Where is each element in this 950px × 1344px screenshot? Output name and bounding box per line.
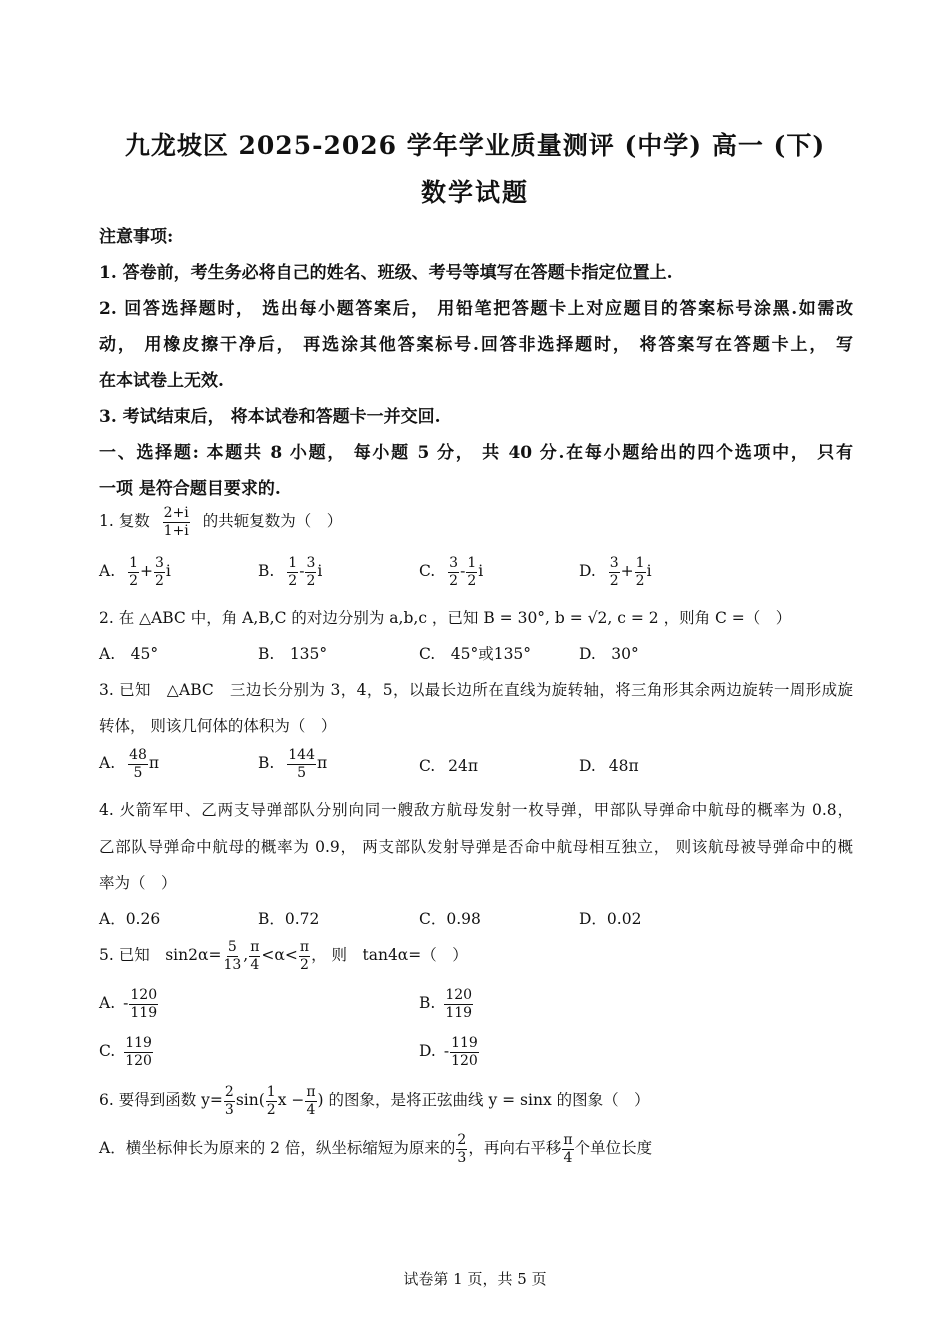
- exam-subject: 数学试题: [420, 178, 529, 207]
- q1-fraction: [163, 506, 190, 538]
- q4-option-b: B．0.72: [258, 910, 320, 928]
- q2-option-b: B. 135°: [258, 645, 328, 663]
- q1-frac-num: 2+i: [163, 505, 189, 521]
- page-footer: 试卷第 1 页，共 5 页: [403, 1270, 547, 1288]
- q5-option-b: [419, 988, 474, 1020]
- q4-option-a: A．0.26: [99, 910, 161, 928]
- section-heading-line-2: 一项 是符合题目要求的.: [99, 479, 281, 499]
- q3-option-c: [419, 757, 478, 775]
- q4-option-c: C．0.98: [419, 910, 481, 928]
- option-label: D.: [419, 1042, 436, 1061]
- notice-item-3: 3. 考试结束后， 将本试卷和答题卡一并交回.: [99, 407, 441, 427]
- q5-frac-2: $\frac{\pi}{4}$: [250, 939, 260, 973]
- question-4-line-2: 乙部队导弹命中航母的概率为 0.9， 两支部队发射导弹是否命中航母相互独立， 则该航母被导弹命中的概: [99, 838, 853, 856]
- q2-option-d: D. 30°: [579, 645, 639, 663]
- q1-option-c: C. $\frac{3}{2}$ - $\frac{1}{2}$ i: [419, 555, 484, 589]
- notice-item-2-line-1: 2. 回答选择题时， 选出每小题答案后， 用铅笔把答题卡上对应题目的答案标号涂黑.如需改: [99, 299, 853, 319]
- question-2: 2. 在 △ABC 中，角 A,B,C 的对边分别为 a,b,c ，已知 B = 30°, b = √2, c = 2 ，则角 C =（ ）: [99, 609, 792, 627]
- q3-option-d: [579, 757, 639, 775]
- option-label: A.: [99, 994, 116, 1013]
- option-label: A.: [99, 562, 116, 581]
- notice-item-1: 1. 答卷前，考生务必将自己的姓名、班级、考号等填写在答题卡指定位置上.: [99, 263, 673, 283]
- option-text: 48π: [608, 757, 639, 775]
- q5-frac-1: $\frac{5}{13}$: [223, 939, 242, 973]
- section-heading-line-1: 一、选择题: 本题共 8 小题， 每小题 5 分， 共 40 分.在每小题给出的四个选项中， 只有: [99, 443, 853, 463]
- q3-option-b: B. $\frac{144}{5}$ π: [258, 747, 328, 781]
- option-frac-1: $\frac{3}{2}$: [449, 555, 459, 589]
- option-frac-2: $\frac{3}{2}$: [306, 555, 316, 589]
- q6-option-a-frac-1: $\frac{2}{3}$: [457, 1132, 467, 1166]
- option-frac-2: $\frac{1}{2}$: [467, 555, 477, 589]
- option-label: D.: [579, 757, 596, 775]
- q5-option-d: D. - $\frac{119}{120}$: [419, 1035, 478, 1069]
- q4-option-d: D．0.02: [579, 910, 642, 928]
- q5-suffix: ， 则 tan4α=（ ）: [311, 946, 468, 965]
- q2-option-a: A. 45°: [99, 645, 159, 663]
- option-frac: $\frac{120}{119}$: [445, 987, 473, 1021]
- question-4-line-3: 率为（ ）: [99, 874, 177, 892]
- option-frac-2: $\frac{1}{2}$: [635, 555, 645, 589]
- q6-prefix: 6. 要得到函数 y=: [99, 1091, 223, 1110]
- question-3-line-2: 转体， 则该几何体的体积为（ ）: [99, 717, 337, 735]
- option-label: C.: [99, 1042, 116, 1061]
- option-label: D.: [579, 562, 596, 581]
- q1-suffix: 的共轭复数为（ ）: [202, 512, 343, 531]
- exam-title: 九龙坡区 2025-2026 学年学业质量测评 (中学) 高一 (下): [124, 131, 826, 160]
- option-frac: $\frac{119}{120}$: [451, 1035, 478, 1069]
- option-label: B.: [258, 562, 275, 581]
- option-frac-1: $\frac{3}{2}$: [609, 555, 619, 589]
- q5-option-a: A. - $\frac{120}{119}$: [99, 987, 158, 1021]
- q6-option-a-prefix: A．横坐标伸长为原来的 2 倍，纵坐标缩短为原来的: [99, 1139, 456, 1158]
- option-frac-2: $\frac{3}{2}$: [154, 555, 164, 589]
- q3-option-a: A. $\frac{48}{5}$ π: [99, 747, 160, 781]
- notice-item-2-line-2: 动， 用橡皮擦干净后， 再选涂其他答案标号.回答非选择题时， 将答案写在答题卡上， 写: [99, 335, 853, 355]
- q1-option-d: D. $\frac{3}{2}$ + $\frac{1}{2}$ i: [579, 555, 652, 589]
- q1-prefix: 1. 复数: [99, 512, 150, 531]
- option-frac: $\frac{119}{120}$: [125, 1035, 152, 1069]
- notice-item-2-line-3: 在本试卷上无效.: [99, 371, 224, 391]
- question-5: 5. 已知 sin2α= $\frac{5}{13}$ , $\frac{\pi}{4}$ <α< $\frac{\pi}{2}$ ， 则 tan4α=（ ）: [99, 939, 468, 973]
- q6-option-a-frac-2: $\frac{\pi}{4}$: [563, 1132, 573, 1166]
- option-frac: $\frac{144}{5}$: [288, 747, 315, 781]
- q6-option-a: A．横坐标伸长为原来的 2 倍，纵坐标缩短为原来的 $\frac{2}{3}$ ，再向右平移 $\frac{\pi}{4}$ 个单位长度: [99, 1132, 653, 1166]
- option-frac-1: $\frac{1}{2}$: [288, 555, 298, 589]
- q6-frac-1: $\frac{2}{3}$: [224, 1084, 234, 1118]
- q5-frac-3: $\frac{\pi}{2}$: [299, 939, 310, 973]
- q5-prefix: 5. 已知 sin2α=: [99, 946, 222, 965]
- option-label: A.: [99, 754, 116, 773]
- q6-frac-2: $\frac{1}{2}$: [266, 1084, 276, 1118]
- question-4-line-1: 4. 火箭军甲、乙两支导弹部队分别向同一艘敌方航母发射一枚导弹，甲部队导弹命中航母的概率为 0.8，: [99, 801, 853, 819]
- option-frac: $\frac{48}{5}$: [129, 747, 147, 781]
- option-label: B.: [419, 994, 436, 1013]
- q2-option-c: C. 45°或135°: [419, 645, 532, 663]
- option-label: C.: [419, 562, 436, 581]
- notice-heading: 注意事项:: [99, 227, 174, 247]
- q6-suffix: ) 的图象，是将正弦曲线 y = sinx 的图象（ ）: [317, 1091, 650, 1110]
- option-frac-1: $\frac{1}{2}$: [129, 555, 138, 589]
- q5-option-c: [99, 1036, 154, 1068]
- option-text: 24π: [448, 757, 479, 775]
- q1-option-b: B. $\frac{1}{2}$ - $\frac{3}{2}$ i: [258, 555, 323, 589]
- question-6: 6. 要得到函数 y= $\frac{2}{3}$ sin( $\frac{1}{2}$ x − $\frac{\pi}{4}$ ) 的图象，是将正弦曲线 y = sinx 的图象（ ）: [99, 1084, 650, 1118]
- q6-frac-3: $\frac{\pi}{4}$: [306, 1084, 316, 1118]
- option-label: B.: [258, 754, 275, 773]
- q1-frac-den: 1+i: [163, 522, 189, 539]
- question-3-line-1: 3. 已知 △ABC 三边长分别为 3，4，5，以最长边所在直线为旋转轴，将三角形其余两边旋转一周形成旋: [99, 681, 853, 699]
- question-1: [99, 506, 853, 538]
- option-frac: $\frac{120}{119}$: [130, 987, 158, 1021]
- option-label: C.: [419, 757, 436, 775]
- q1-option-a: A. $\frac{1}{2}$ + $\frac{3}{2}$ i: [99, 555, 171, 589]
